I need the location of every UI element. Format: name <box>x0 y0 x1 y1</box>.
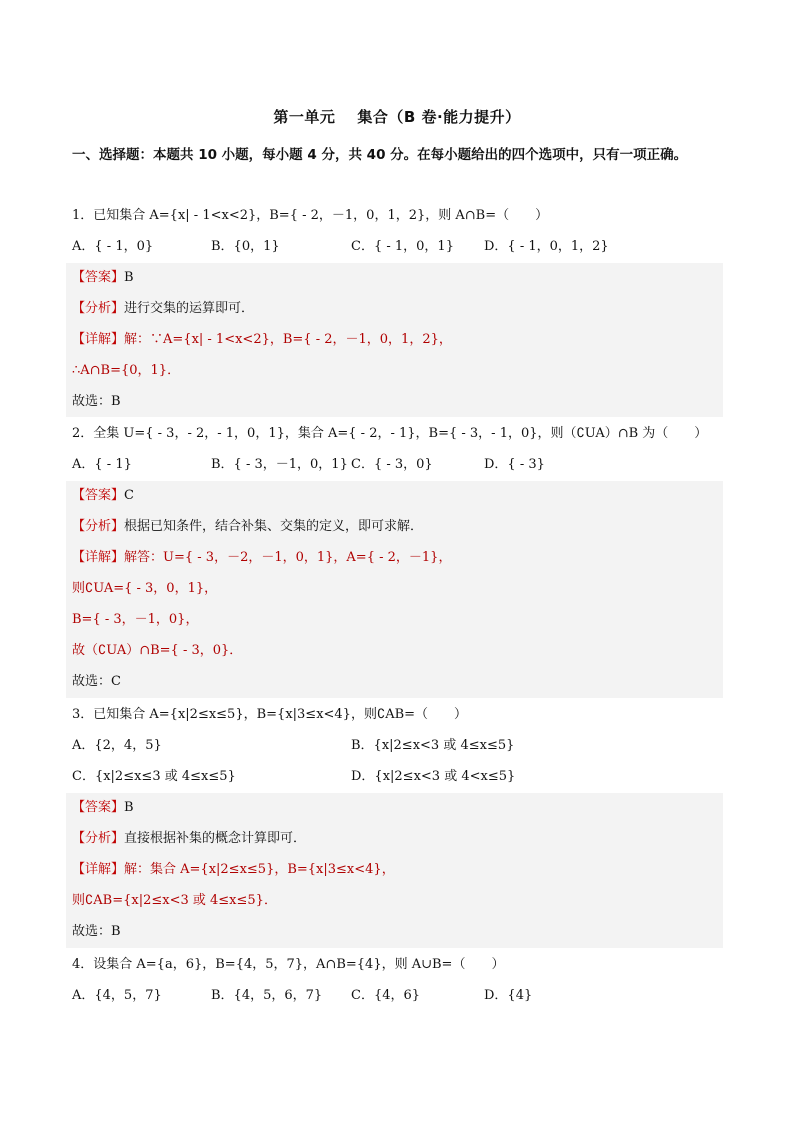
q3-analysis: 直接根据补集的概念计算即可． <box>124 831 307 846</box>
q3-solution-block <box>66 793 723 948</box>
q1-option-a: A．{ - 1，0} <box>72 239 154 254</box>
q4-option-b: B．{4，5，6，7} <box>211 988 323 1003</box>
q1-option-c: C．{ - 1，0，1} <box>351 239 454 254</box>
q1-solution-block <box>66 263 723 417</box>
section-heading: 一、选择题：本题共 10 小题，每小题 4 分，共 40 分。在每小题给出的四个选项中，只有一项正确。 <box>72 147 688 163</box>
q1-analysis: 进行交集的运算即可． <box>124 301 255 316</box>
q2-detail-line-4: 故（∁UA）∩B={ - 3，0}． <box>72 643 243 658</box>
q3-option-d: D．{x|2≤x<3 或 4<x≤5} <box>351 769 516 784</box>
q2-option-a: A．{ - 1} <box>72 457 132 472</box>
q3-answer: B <box>124 800 134 815</box>
q2-detail-row <box>72 549 451 567</box>
detail-tag: 【详解】 <box>72 862 125 877</box>
q1-detail-row <box>72 331 452 349</box>
detail-tag: 【详解】 <box>72 550 125 565</box>
q1-detail-line-2: ∴A∩B={0，1}． <box>72 363 181 378</box>
q2-detail-line-2: 则∁UA={ - 3，0，1}， <box>72 581 218 596</box>
q4-option-a: A．{4，5，7} <box>72 988 162 1003</box>
answer-tag: 【答案】 <box>72 270 125 285</box>
q2-choose: 故选：C <box>72 674 121 689</box>
q1-option-b: B．{0，1} <box>211 239 280 254</box>
q1-answer-row <box>72 269 134 287</box>
title-unit: 第一单元 <box>273 108 336 126</box>
q2-option-c: C．{ - 3，0} <box>351 457 433 472</box>
q1-analysis-row <box>72 300 254 318</box>
q2-detail-line-3: B={ - 3，－1，0}， <box>72 612 199 627</box>
q2-solution-block <box>66 481 723 698</box>
question-4-stem: 4．设集合 A={a，6}，B={4，5，7}，A∩B={4}，则 A∪B=（ ） <box>72 957 505 972</box>
q3-detail: 解：集合 A={x|2≤x≤5}，B={x|3≤x<4}， <box>124 862 395 877</box>
question-2-stem: 2．全集 U={ - 3，- 2，- 1，0，1}，集合 A={ - 2，- 1}，B={ - 3，- 1，0}，则（∁UA）∩B 为（ ） <box>72 426 708 441</box>
q1-choose: 故选：B <box>72 394 121 409</box>
q4-option-d: D．{4} <box>484 988 533 1003</box>
q2-detail: 解答：U={ - 3，－2，－1，0，1}，A={ - 2，－1}， <box>124 550 452 565</box>
question-1-stem: 1．已知集合 A={x| - 1<x<2}，B={ - 2，－1，0，1，2}，则 A∩B=（ ） <box>72 208 549 223</box>
q4-option-c: C．{4，6} <box>351 988 421 1003</box>
q3-detail-line-2: 则∁AB={x|2≤x<3 或 4≤x≤5}． <box>72 893 277 908</box>
q1-answer: B <box>124 270 134 285</box>
answer-tag: 【答案】 <box>72 488 125 503</box>
q3-detail-row <box>72 861 395 879</box>
analysis-tag: 【分析】 <box>72 301 125 316</box>
question-3-stem: 3．已知集合 A={x|2≤x≤5}，B={x|3≤x<4}，则∁AB=（ ） <box>72 707 468 722</box>
analysis-tag: 【分析】 <box>72 831 125 846</box>
answer-tag: 【答案】 <box>72 800 125 815</box>
q3-option-b: B．{x|2≤x<3 或 4≤x≤5} <box>351 738 515 753</box>
q2-analysis: 根据已知条件，结合补集、交集的定义，即可求解． <box>124 519 424 534</box>
q1-detail: 解：∵A={x| - 1<x<2}，B={ - 2，－1，0，1，2}， <box>124 332 452 347</box>
detail-tag: 【详解】 <box>72 332 125 347</box>
page-title <box>0 106 794 127</box>
q2-option-b: B．{ - 3，－1，0，1} <box>211 457 348 472</box>
q2-answer: C <box>124 488 134 503</box>
q3-option-a: A．{2，4，5} <box>72 738 162 753</box>
analysis-tag: 【分析】 <box>72 519 125 534</box>
q2-analysis-row <box>72 518 423 536</box>
title-topic: 集合（B 卷·能力提升） <box>357 108 521 126</box>
q3-choose: 故选：B <box>72 924 121 939</box>
q3-answer-row <box>72 799 134 817</box>
q1-option-d: D．{ - 1，0，1，2} <box>484 239 609 254</box>
q2-option-d: D．{ - 3} <box>484 457 545 472</box>
q3-analysis-row <box>72 830 306 848</box>
q2-answer-row <box>72 487 134 505</box>
q3-option-c: C．{x|2≤x≤3 或 4≤x≤5} <box>72 769 236 784</box>
